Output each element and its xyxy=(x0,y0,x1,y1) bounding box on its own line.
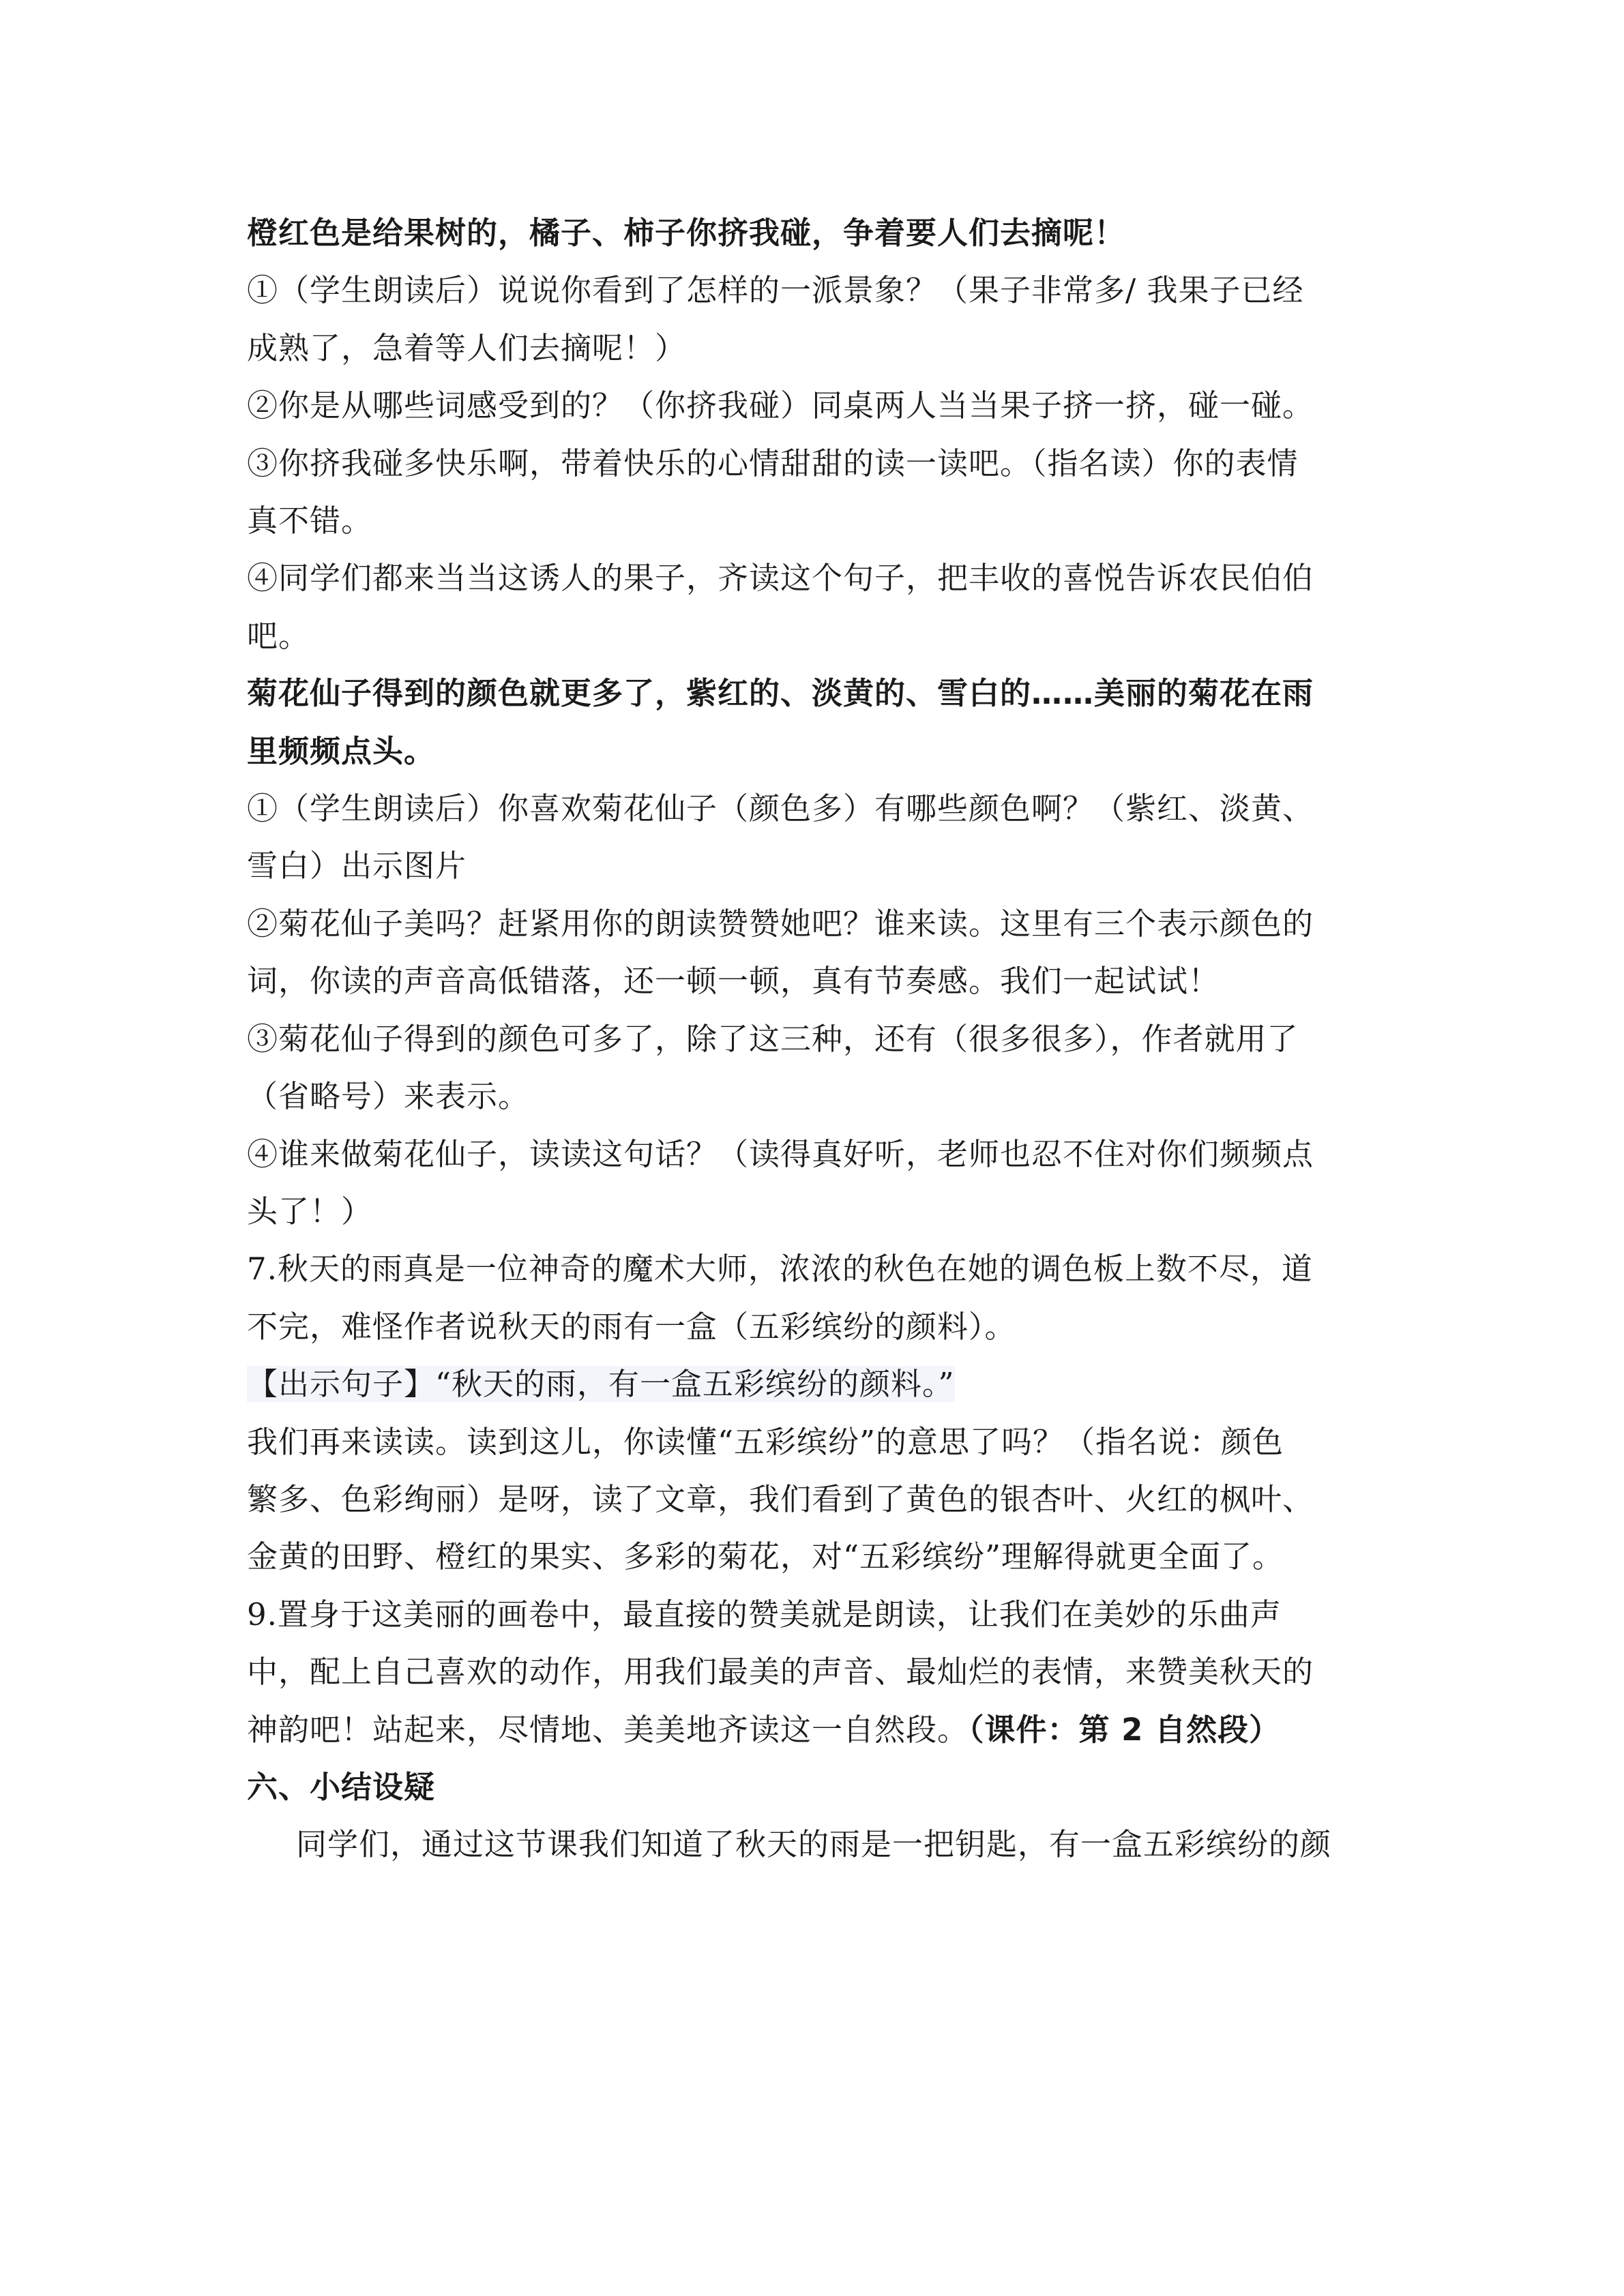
text-line: ①（学生朗读后）说说你看到了怎样的一派景象？（果子非常多/ 我果子已经 xyxy=(247,272,1304,309)
text-line: ①（学生朗读后）你喜欢菊花仙子（颜色多）有哪些颜色啊？（紫红、淡黄、 xyxy=(247,790,1314,827)
text-line: 橙红色是给果树的，橘子、柿子你挤我碰，争着要人们去摘呢！ xyxy=(247,215,1126,251)
text-line: ③你挤我碰多快乐啊，带着快乐的心情甜甜的读一读吧。（指名读）你的表情 xyxy=(247,445,1299,481)
text-line: 词，你读的声音高低错落，还一顿一顿，真有节奏感。我们一起试试！ xyxy=(247,963,1220,1000)
text-line: ②菊花仙子美吗？赶紧用你的朗读赞赞她吧？谁来读。这里有三个表示颜色的 xyxy=(247,905,1314,942)
highlighted-sentence xyxy=(247,1356,1385,1413)
text-line: 不完，难怪作者说秋天的雨有一盒（五彩缤纷的颜料）。 xyxy=(247,1308,1016,1345)
text-line: ②你是从哪些词感受到的？（你挤我碰）同桌两人当当果子挤一挤，碰一碰。 xyxy=(247,387,1314,424)
text-line: 9.置身于这美丽的画卷中，最直接的赞美就是朗读，让我们在美妙的乐曲声 xyxy=(247,1596,1282,1632)
text-line: 我们再来读读。读到这儿，你读懂“五彩缤纷”的意思了吗？（指名说：颜色 xyxy=(247,1423,1284,1460)
section-heading: 六、小结设疑 xyxy=(247,1768,436,1805)
highlighted-sentence-text: 【出示句子】“秋天的雨，有一盒五彩缤纷的颜料。” xyxy=(247,1366,955,1403)
text-line: 头了！） xyxy=(247,1193,373,1229)
text-line: 真不错。 xyxy=(247,503,373,539)
document-body xyxy=(247,205,1385,1874)
courseware-note: （课件：第 2 自然段） xyxy=(969,1711,1281,1748)
text-line: ④同学们都来当当这诱人的果子，齐读这个句子，把丰收的喜悦告诉农民伯伯 xyxy=(247,560,1314,597)
text-line xyxy=(247,1701,1385,1759)
text-line: ④谁来做菊花仙子，读读这句话？（读得真好听，老师也忍不住对你们频频点 xyxy=(247,1135,1314,1172)
text-line: 菊花仙子得到的颜色就更多了，紫红的、淡黄的、雪白的……美丽的菊花在雨 xyxy=(247,675,1314,712)
text-line: 吧。 xyxy=(247,617,310,654)
text-line: 里频频点头。 xyxy=(247,732,436,769)
text-line: （省略号）来表示。 xyxy=(247,1078,530,1115)
text-line: 中，配上自己喜欢的动作，用我们最美的声音、最灿烂的表情，来赞美秋天的 xyxy=(247,1654,1314,1690)
text-line: 金黄的田野、橙红的果实、多彩的菊花，对“五彩缤纷”理解得就更全面了。 xyxy=(247,1538,1284,1575)
text-line: 成熟了，急着等人们去摘呢！） xyxy=(247,329,687,366)
text-line: 雪白）出示图片 xyxy=(247,848,467,884)
text-line: 繁多、色彩绚丽）是呀，读了文章，我们看到了黄色的银杏叶、火红的枫叶、 xyxy=(247,1480,1314,1517)
text-line-main: 神韵吧！站起来，尽情地、美美地齐读这一自然段。 xyxy=(247,1711,969,1748)
text-line: ③菊花仙子得到的颜色可多了，除了这三种，还有（很多很多），作者就用了 xyxy=(247,1020,1299,1057)
text-line: 同学们，通过这节课我们知道了秋天的雨是一把钥匙，有一盒五彩缤纷的颜 xyxy=(296,1826,1332,1863)
text-line: 7.秋天的雨真是一位神奇的魔术大师，浓浓的秋色在她的调色板上数不尽，道 xyxy=(247,1251,1313,1287)
